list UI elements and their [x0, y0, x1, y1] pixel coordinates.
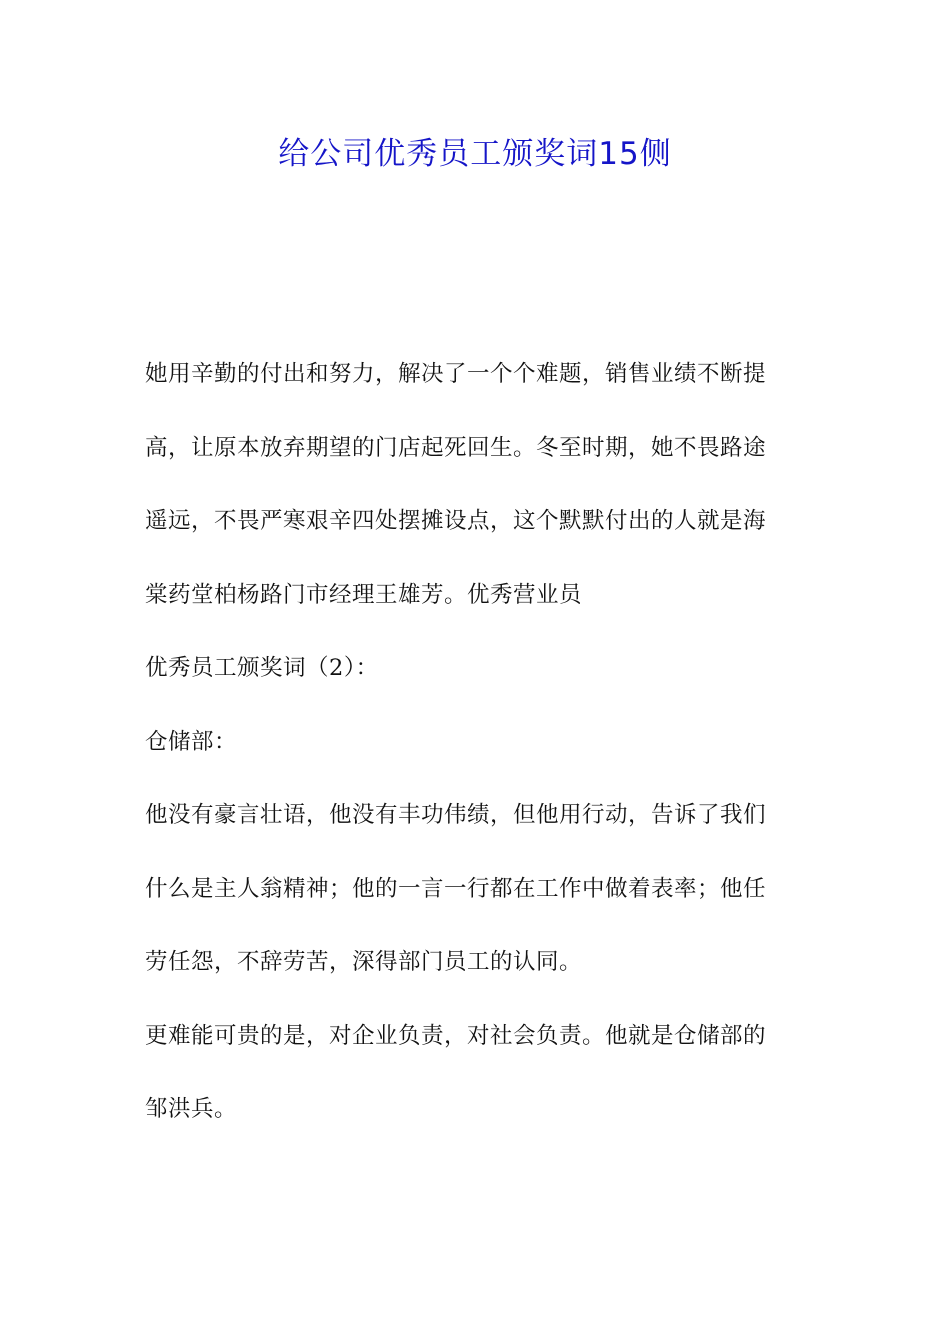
text-line: 她用辛勤的付出和努力，解决了一个个难题，销售业绩不断提 [145, 361, 767, 387]
section-heading: 优秀员工颁奖词（2）： [145, 655, 379, 681]
paragraph-4 [145, 779, 807, 1000]
text-line: 劳任怨，不辞劳苦，深得部门员工的认同。 [145, 949, 583, 975]
text-line: 邹洪兵。 [145, 1096, 238, 1122]
text-line: 更难能可贵的是，对企业负责，对社会负责。他就是仓储部的 [145, 1022, 767, 1049]
paragraph-5 [145, 1000, 807, 1147]
text-line: 他没有豪言壮语，他没有丰功伟绩，但他用行动，告诉了我们 [145, 802, 767, 828]
paragraph-1 [145, 338, 807, 632]
text-line: 什么是主人翁精神；他的一言一行都在工作中做着表率；他任 [145, 875, 767, 902]
document-body [145, 338, 807, 1147]
department-label: 仓储部： [145, 728, 238, 755]
text-line: 遥远，不畏严寒艰辛四处摆摊设点，这个默默付出的人就是海 [145, 508, 767, 534]
document-title: 给公司优秀员工颁奖词15侧 [278, 136, 672, 172]
paragraph-3 [145, 706, 807, 780]
text-line: 棠药堂柏杨路门市经理王雄芳。优秀营业员 [145, 581, 583, 608]
text-line: 高，让原本放弃期望的门店起死回生。冬至时期，她不畏路途 [145, 434, 767, 461]
paragraph-2 [145, 632, 807, 706]
